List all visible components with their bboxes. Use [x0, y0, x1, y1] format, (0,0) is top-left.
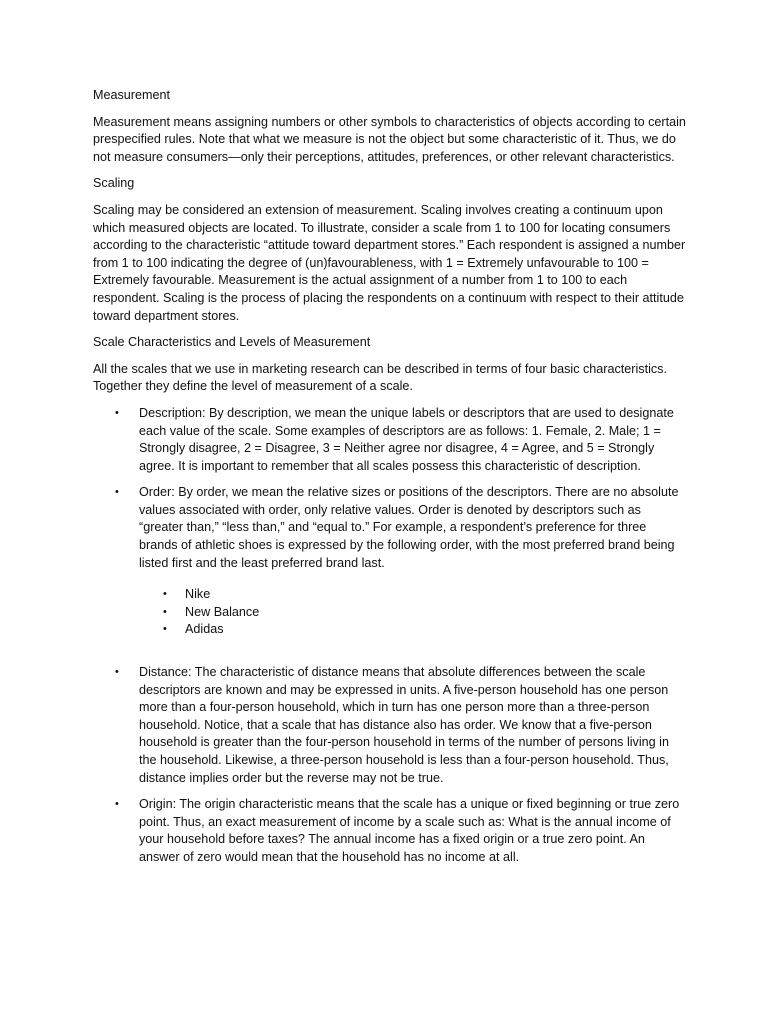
list-item-origin — [115, 796, 688, 866]
bullet-icon: • — [163, 588, 167, 601]
bullet-icon: • — [115, 798, 119, 811]
heading-scale-characteristics: Scale Characteristics and Levels of Measurement — [93, 335, 371, 350]
bullet-icon: • — [163, 623, 167, 636]
heading-measurement: Measurement — [93, 88, 170, 102]
brand-name: Nike — [185, 587, 211, 602]
list-item-order — [115, 484, 688, 639]
brand-name: New Balance — [185, 604, 260, 619]
bullet-icon: • — [115, 666, 119, 679]
brand-item — [163, 604, 688, 622]
list-item-text: Origin: The origin characteristic means that the scale has a unique or fixed beginning or true zero point. Thus, an exact measurement of income by a scale such as: What is the annual income of your household before taxes? The annual income has a fixed origin or a true zero point. An answer of zero would mean that the household has no income at all. — [139, 797, 680, 864]
list-item-text: Order: By order, we mean the relative sizes or positions of the descriptors. There are no absolute values associated with order, only relative values. Order is denoted by descriptors such as “greater than,” “less than,” and “equal to.” For example, a respondent’s preference for three brands of athletic shoes is expressed by the following order, with the most preferred brand being listed first and the least preferred brand last. — [139, 485, 679, 570]
characteristics-list — [93, 405, 688, 867]
brand-item — [163, 621, 688, 639]
heading-scaling: Scaling — [93, 176, 135, 191]
brand-list — [139, 586, 688, 639]
list-item-distance — [115, 664, 688, 787]
list-item-text: Distance: The characteristic of distance means that absolute differences between the scale descriptors are known and may be expressed in units. A five-person household has one person more than a four-person household, which in turn has one person more than a three-person household. Notice, that a scale that has distance also has order. We know that a five-person household is greater than the four-person household in terms of the number of persons living in the household. Likewise, a three-person household is less than a four-person household. Thus, distance implies order but the reverse may not be true. — [139, 665, 669, 785]
paragraph-scaling: Scaling may be considered an extension of measurement. Scaling involves creating a continuum upon which measured objects are located. To illustrate, consider a scale from 1 to 100 for locating consumers according to the characteristic “attitude toward department stores.” Each respondent is assigned a number from 1 to 100 indicating the degree of (un)favourableness, with 1 = Extremely unfavourable to 100 = Extremely favourable. Measurement is the actual assignment of a number from 1 to 100 to each respondent. Scaling is the process of placing the respondents on a continuum with respect to their attitude toward department stores. — [93, 202, 686, 323]
bullet-icon: • — [163, 605, 167, 618]
paragraph-scale-characteristics: All the scales that we use in marketing research can be described in terms of four basic characteristics. Together they define the level of measurement of a scale. — [93, 361, 667, 394]
list-item-description — [115, 405, 688, 475]
brand-name: Adidas — [185, 622, 224, 637]
brand-item — [163, 586, 688, 604]
list-item-text: Description: By description, we mean the unique labels or descriptors that are used to designate each value of the scale. Some examples of descriptors are as follows: 1. Female, 2. Male; 1 = Strongly disagree, 2 = Disagree, 3 = Neither agree nor disagree, 4 = Agree, and 5 = Strongly agree. It is important to remember that all scales possess this characteristic of description. — [139, 405, 674, 473]
bullet-icon: • — [115, 486, 119, 499]
bullet-icon: • — [115, 406, 119, 419]
paragraph-measurement: Measurement means assigning numbers or other symbols to characteristics of objects according to certain prespecified rules. Note that what we measure is not the object but some characteristic of it. Thus, we do not measure consumers—only their perceptions, attitudes, preferences, or other relevant characteristics. — [93, 114, 686, 164]
